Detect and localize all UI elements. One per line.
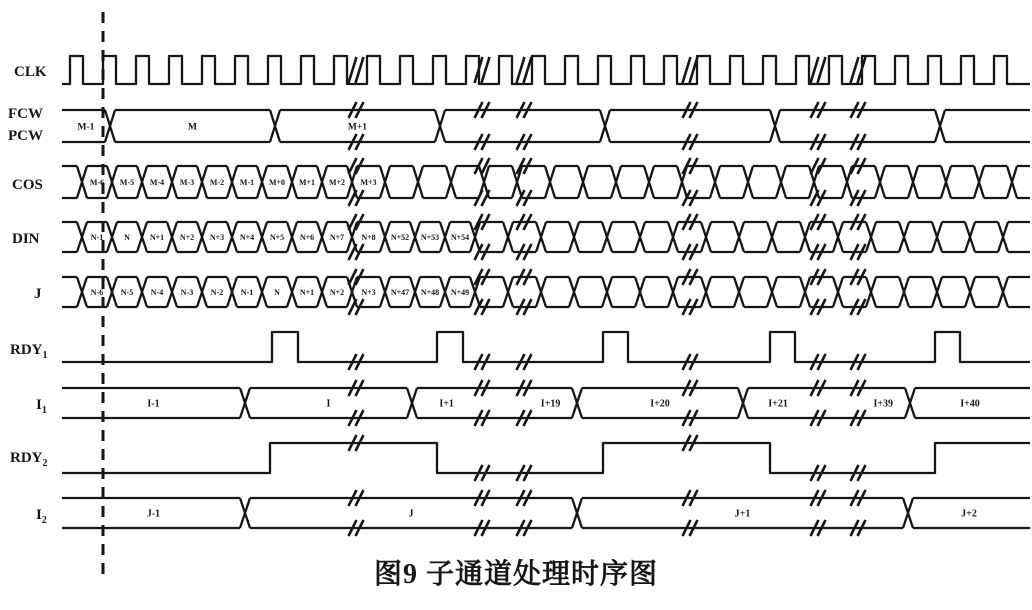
break-slash xyxy=(475,57,490,83)
i2-value: J xyxy=(408,508,414,520)
cos-value: M-6 xyxy=(89,177,105,187)
fcw_pcw-value: M xyxy=(188,122,197,133)
cos-value: M+0 xyxy=(268,177,286,187)
i2-waveform xyxy=(62,498,1030,528)
break-slash xyxy=(349,57,364,83)
din-waveform xyxy=(62,222,1030,252)
i1-value: I xyxy=(326,398,331,410)
fcw_pcw-waveform xyxy=(62,110,1030,142)
din-value: N+8 xyxy=(361,232,376,242)
signal-row-j xyxy=(34,277,1030,307)
j-value: N+47 xyxy=(390,287,410,297)
signal-row-din xyxy=(12,222,1030,252)
signal-label-din: DIN xyxy=(12,231,40,247)
j-waveform xyxy=(62,277,1030,307)
j-value: N+1 xyxy=(299,287,315,297)
clk-waveform xyxy=(62,56,1030,84)
j-value: N-3 xyxy=(180,287,194,297)
i1-value: I+1 xyxy=(439,398,454,410)
cos-value: M-2 xyxy=(209,177,225,187)
j-value: N-2 xyxy=(210,287,224,297)
signal-row-rdy1 xyxy=(10,332,1030,362)
din-value: N+54 xyxy=(450,232,470,242)
din-value: N+2 xyxy=(179,232,195,242)
cos-waveform xyxy=(62,166,1030,198)
j-value: N-5 xyxy=(120,287,134,297)
din-value: N+53 xyxy=(420,232,440,242)
break-slash xyxy=(683,57,698,83)
i1-value: I+21 xyxy=(768,398,788,410)
din-value: N+3 xyxy=(209,232,225,242)
signal-row-i1 xyxy=(36,388,1030,418)
din-value: N xyxy=(124,232,130,242)
cos-value: M-1 xyxy=(239,177,255,187)
rdy2-waveform xyxy=(62,443,1030,473)
din-value: N+5 xyxy=(269,232,285,242)
signal-label-j: J xyxy=(34,286,42,302)
signal-label-rdy2: $RDY_2$ xyxy=(10,450,48,469)
fcw_pcw-value: M+1 xyxy=(347,122,368,133)
j-value: N+49 xyxy=(450,287,470,297)
cos-value: M-5 xyxy=(119,177,135,187)
fcw_pcw-value: M-1 xyxy=(77,122,95,133)
din-value: N+7 xyxy=(329,232,345,242)
din-value: N+4 xyxy=(239,232,255,242)
i1-value: I-1 xyxy=(147,398,160,410)
signal-row-clk xyxy=(14,56,1030,84)
j-value: N-6 xyxy=(90,287,104,297)
j-value: N-4 xyxy=(150,287,164,297)
din-value: N-1 xyxy=(90,232,104,242)
cos-value: M+3 xyxy=(360,177,377,187)
i1-value: I+39 xyxy=(873,398,894,410)
break-slash xyxy=(517,57,532,83)
cos-value: M-4 xyxy=(149,177,165,187)
j-value: N+48 xyxy=(420,287,440,297)
cos-value: M-3 xyxy=(179,177,195,187)
signal-label2-fcw_pcw: PCW xyxy=(8,128,43,144)
j-value: N+2 xyxy=(329,287,345,297)
signal-label-i2: $I_2$ xyxy=(36,507,47,526)
i1-value: I+19 xyxy=(540,398,561,410)
din-value: N+6 xyxy=(299,232,315,242)
break-slash xyxy=(811,57,826,83)
signal-label-cos: COS xyxy=(12,177,43,193)
i1-value: I+40 xyxy=(960,398,980,410)
i1-value: I+20 xyxy=(650,398,670,410)
signal-label-i1: $I_1$ xyxy=(36,397,47,416)
din-value: N+52 xyxy=(390,232,410,242)
j-value: N+3 xyxy=(361,287,376,297)
i2-value: J+1 xyxy=(734,508,751,520)
signal-row-rdy2 xyxy=(10,443,1030,473)
i2-value: J-1 xyxy=(146,508,161,520)
signal-label-rdy1: $RDY_1$ xyxy=(10,342,48,361)
i2-value: J+2 xyxy=(961,508,977,520)
signal-row-i2 xyxy=(36,498,1030,528)
cos-value: M+2 xyxy=(328,177,346,187)
rdy1-waveform xyxy=(62,332,1030,362)
din-value: N+1 xyxy=(149,232,165,242)
figure-caption: 图9 子通道处理时序图 xyxy=(373,559,658,590)
signal-label-fcw_pcw: FCW xyxy=(8,106,43,122)
signal-row-cos xyxy=(12,166,1030,198)
cos-value: M+1 xyxy=(298,177,316,187)
signal-label-clk: CLK xyxy=(14,64,47,80)
j-value: N xyxy=(274,287,280,297)
j-value: N-1 xyxy=(240,287,254,297)
break-slash xyxy=(851,57,866,83)
